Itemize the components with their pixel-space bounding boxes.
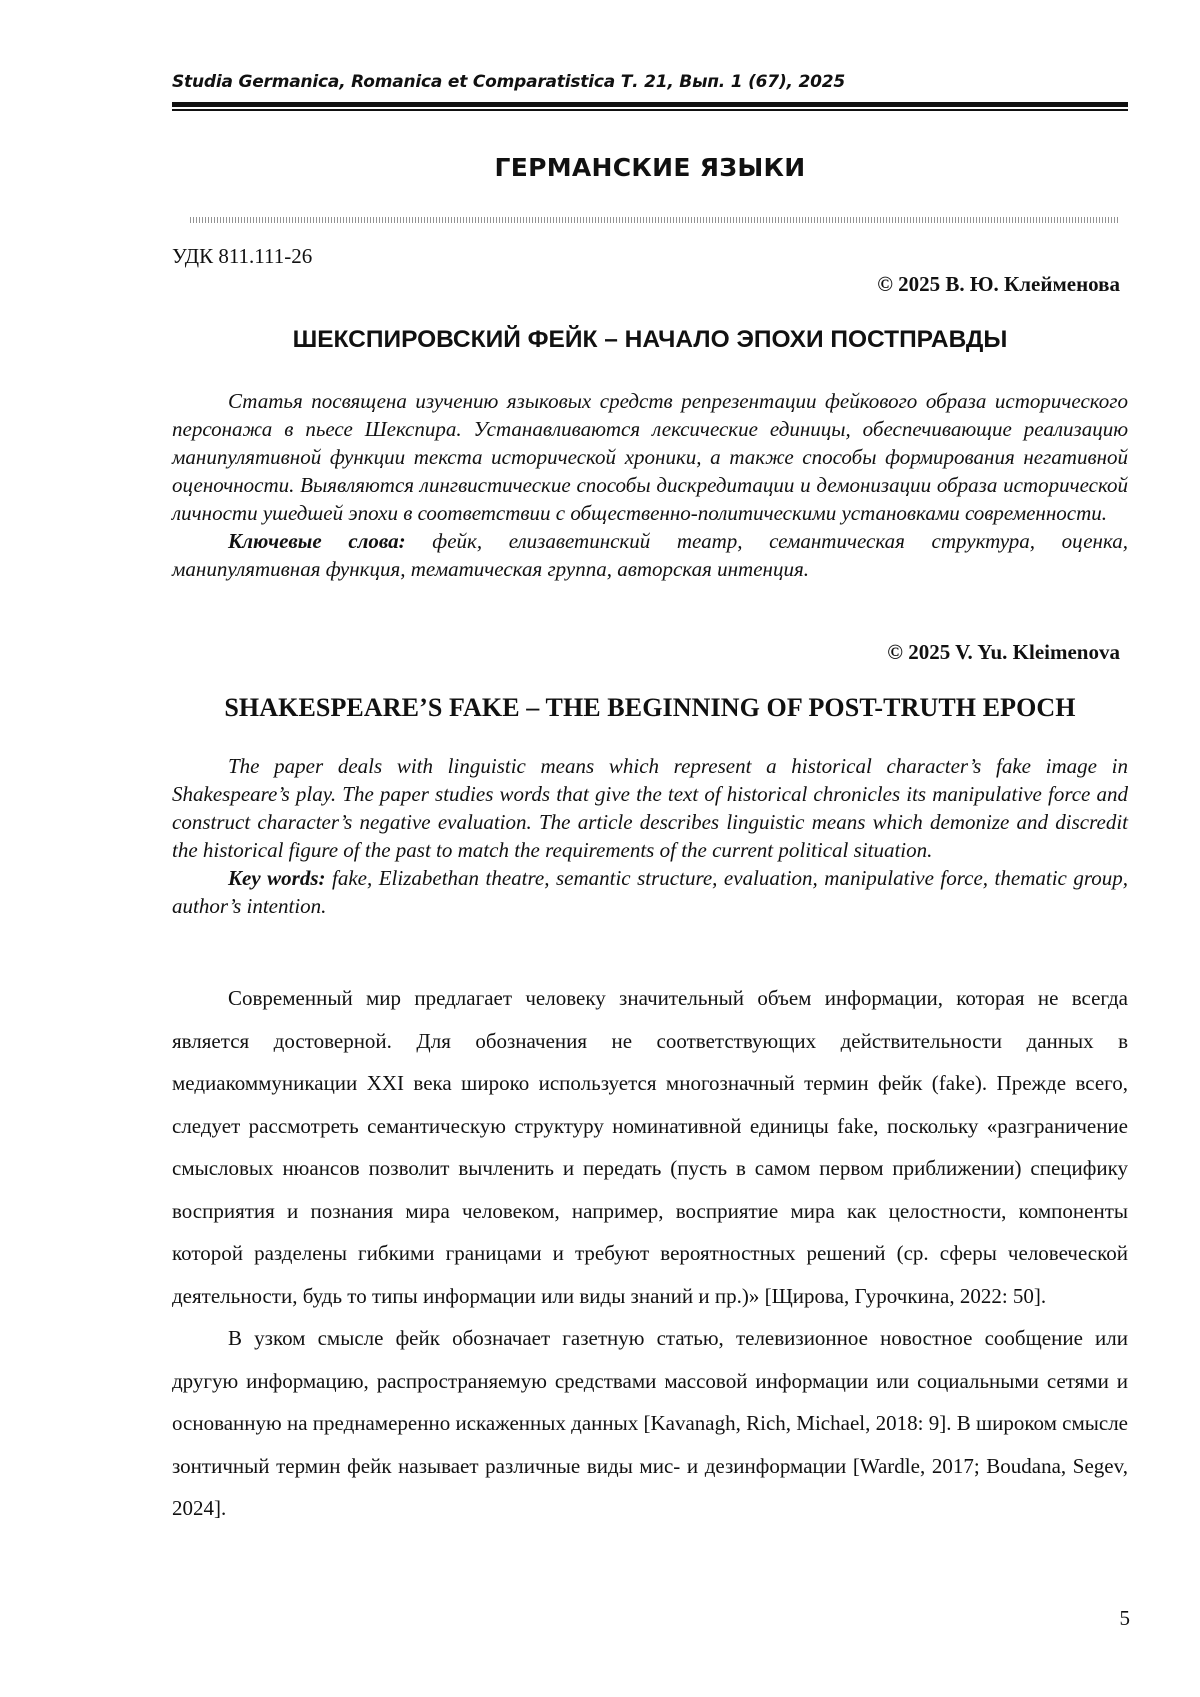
body-paragraph: В узком смысле фейк обозначает газетную статью, телевизионное новостное сообщение или другую информацию, распространяемую средствами массовой информации или социальными сетями и основанную на преднамеренно искаженных данных [Kavanagh, Rich, Michael, 2018: 9]. В широком смысле зонтичный термин фейк называет различные виды мис- и дезинформации [Wardle, 2017; Boudana, Segev, 2024]. [172,1326,1128,1520]
copyright-en: © 2025 V. Yu. Kleimenova [887,640,1120,664]
running-head: Studia Germanica, Romanica et Comparatistica Т. 21, Вып. 1 (67), 2025 [172,72,845,92]
udk-code: УДК 811.111-26 [172,244,313,268]
abstract-ru [172,387,1128,583]
article-title-en: SHAKESPEARE’S FAKE – THE BEGINNING OF POST-TRUTH EPOCH [224,693,1076,722]
keywords-ru-text: фейк, елизаветинский театр, семантическая структура, оценка, манипулятивная функция, тематическая группа, авторская интенция. [172,529,1128,581]
abstract-en [172,752,1128,920]
keywords-en [172,864,1128,920]
keywords-ru [172,527,1128,583]
abstract-ru-text: Статья посвящена изучению языковых средств репрезентации фейкового образа исторического персонажа в пьесе Шекспира. Устанавливаются лексические единицы, обеспечивающие реализацию манипулятивной функции текста исторической хроники, а также способы формирования негативной оценочности. Выявляются лингвистические способы дискредитации и демонизации образа исторической личности ушедшей эпохи в соответствии с общественно-политическими установками современности. [172,389,1128,525]
header-rule-thick [172,102,1128,107]
page-number: 5 [1119,1606,1130,1630]
abstract-en-text: The paper deals with linguistic means which represent a historical character’s fake image in Shakespeare’s play. The paper studies words that give the text of historical chronicles its manipulative force and construct character’s negative evaluation. The article describes linguistic means which demonize and discredit the historical figure of the past to match the requirements of the current political situation. [172,754,1128,862]
header-rule-thin [172,109,1128,111]
keywords-en-text: fake, Elizabethan theatre, semantic structure, evaluation, manipulative force, thematic group, author’s intention. [172,866,1128,918]
article-title-ru: ШЕКСПИРОВСКИЙ ФЕЙК – НАЧАЛО ЭПОХИ ПОСТПРАВДЫ [292,326,1008,353]
copyright-ru: © 2025 В. Ю. Клейменова [877,272,1120,296]
body-paragraph: Современный мир предлагает человеку значительный объем информации, которая не всегда является достоверной. Для обозначения не соответствующих действительности данных в медиакоммуникации XXI века широко используется многозначный термин фейк (fake). Прежде всего, следует рассмотреть семантическую структуру номинативной единицы fake, поскольку «разграничение смысловых нюансов позволит вычленить и передать (пусть в самом первом приближении) специфику восприятия и познания мира человеком, например, восприятие мира как целостности, компоненты которой разделены гибкими границами и требуют вероятностных решений (ср. сферы человеческой деятельности, будь то типы информации или виды знаний и пр.)» [Щирова, Гурочкина, 2022: 50]. [172,986,1128,1308]
body-text [172,977,1128,1530]
keywords-ru-label: Ключевые слова: [228,529,406,553]
keywords-en-label: Key words: [228,866,326,890]
section-divider [190,217,1118,223]
section-title: ГЕРМАНСКИЕ ЯЗЫКИ [494,153,806,182]
